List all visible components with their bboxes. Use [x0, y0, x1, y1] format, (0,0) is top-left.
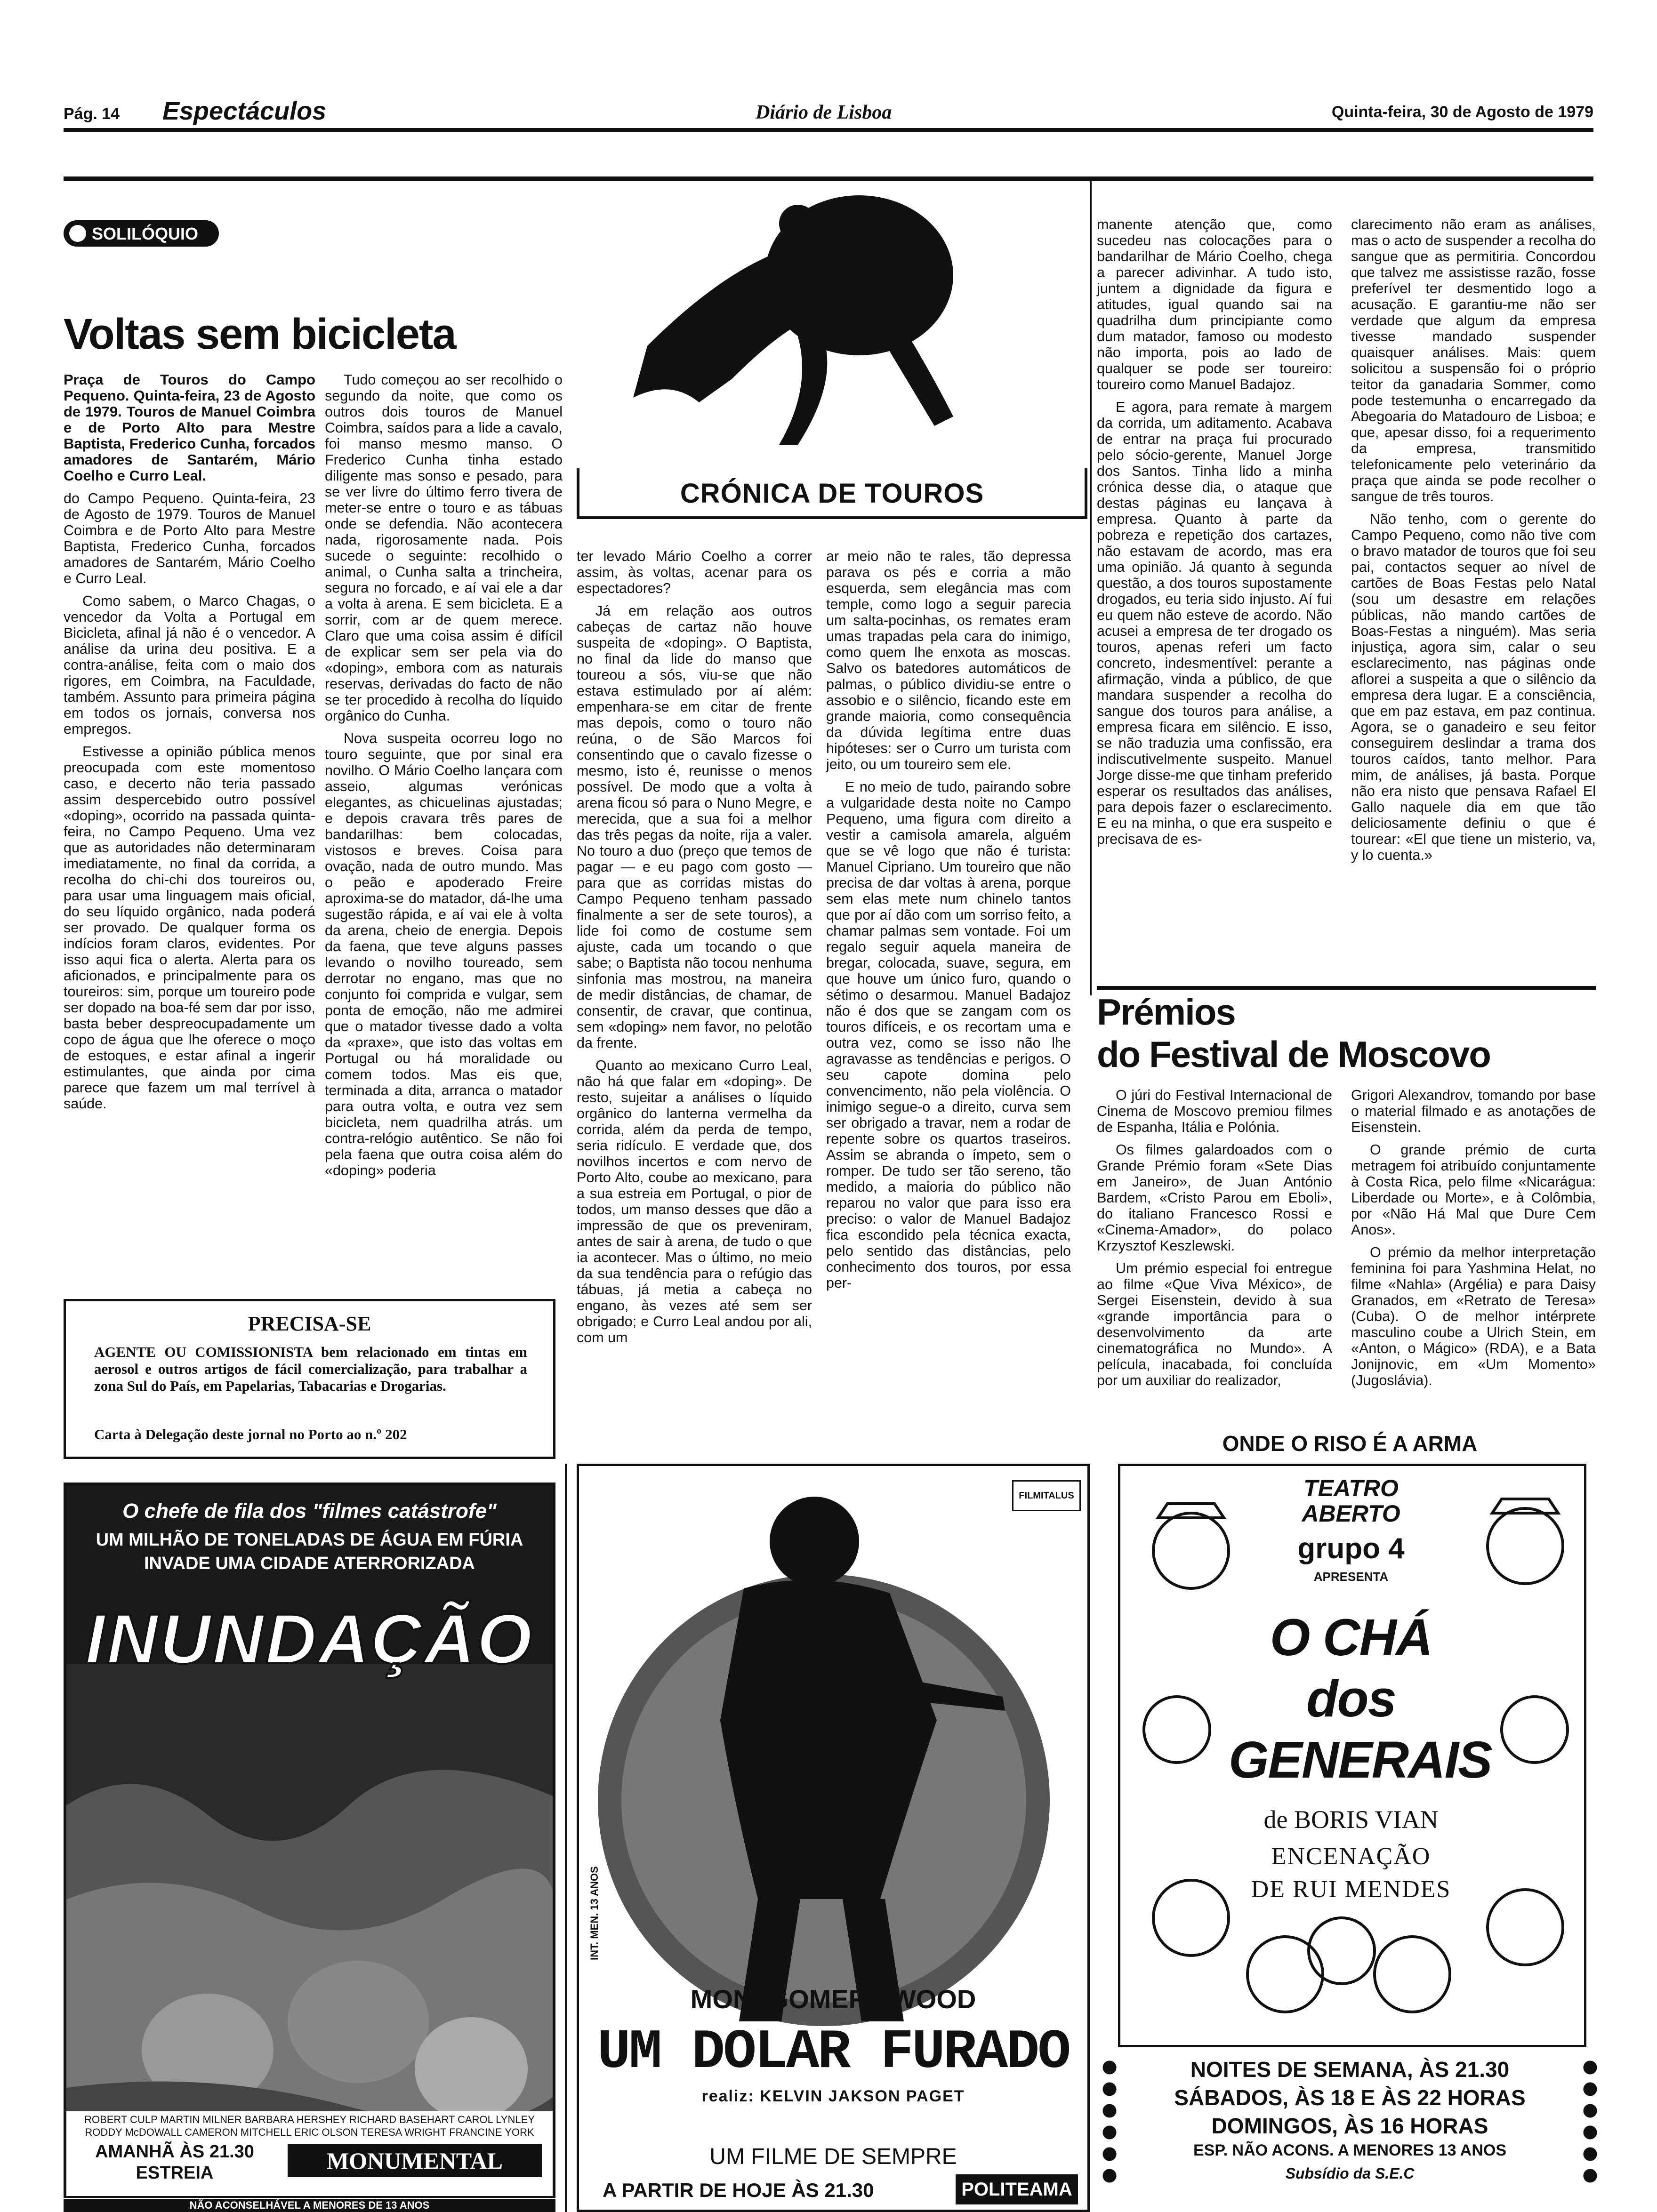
issue-date: Quinta-feira, 30 de Agosto de 1979 [1331, 103, 1593, 121]
inundacao-cast-1: ROBERT CULP MARTIN MILNER BARBARA HERSHEY RICHARD BASEHART CAROL LYNLEY [84, 2114, 535, 2125]
classified-contact: Carta à Delegação deste jornal no Porto ao n.º 202 [94, 1426, 407, 1443]
inundacao-line2: UM MILHÃO DE TONELADAS DE ÁGUA EM FÚRIA [96, 1530, 523, 1550]
teatro-director: DE RUI MENDES [1251, 1876, 1451, 1903]
inundacao-premiere-time: AMANHÃ ÀS 21.30 [95, 2142, 254, 2162]
flood-illustration-icon [66, 1664, 553, 2172]
paragraph: Já em relação aos outros cabeças de cartaz não houve suspeita de «doping». O Baptista, no final da lide do manso que toureou a sós, viu-se que não estava estimulado por aí além: empenhara-se em citar de frente mas depois, como o touro não reúna, o de São Marcos foi consentindo que o cavalo fizesse o mesmo, isto é, reunisse o menos possível. De modo que a volta à arena ficou só para o Nuno Megre, e merecida, que a sua foi a melhor das três pegas da noite, rija a valer. No touro a duo (preço que temos de pagar — e eu pago com gosto — para que as corridas mistas do Campo Pequeno tenham passado finalmente a ser de sete touros), a lide foi como de costume sem ajuste, cada um tocando o que sabe; o Baptista não tocou nenhuma sinfonia mas mostrou, na maneira de medir distâncias, de chamar, de consentir, de cravar, que continua, sem «doping» nem favor, no pelotão da frente. [577, 603, 812, 1051]
paragraph: Grigori Alexandrov, tomando por base o material filmado e as anotações de Eisenstein. [1351, 1087, 1596, 1135]
teatro-presents: APRESENTA [1313, 1570, 1389, 1584]
paragraph: O júri do Festival Internacional de Cinema de Moscovo premiou filmes de Espanha, Itália e Polónia. [1097, 1087, 1332, 1135]
decorative-dots-right [1582, 2057, 1598, 2188]
dolar-title: UM DOLAR FURADO [597, 2021, 1070, 2084]
premios-title-2: do Festival de Moscovo [1097, 1034, 1490, 1075]
dolar-slogan: UM FILME DE SEMPRE [709, 2144, 957, 2169]
teatro-schedule-1: NOITES DE SEMANA, ÀS 21.30 [1190, 2057, 1510, 2082]
ad-inundacao [64, 1483, 555, 2198]
cronica-label: CRÓNICA DE TOUROS [680, 478, 984, 509]
article-title: Voltas sem bicicleta [64, 310, 456, 358]
bullfight-photo [577, 181, 1087, 520]
inundacao-tagline: O chefe de fila dos "filmes catástrofe" [122, 1499, 497, 1523]
page-number: Pág. 14 [64, 105, 120, 123]
teatro-staging: ENCENAÇÃO [1271, 1843, 1431, 1870]
paragraph: Um prémio especial foi entregue ao filme «Que Viva México», de Sergei Eisenstein, devido à sua «grande importância para o desenvolvimento da arte cinematográfica no Mundo». A película, inacabada, foi concluída por um auxiliar do realizador, [1097, 1260, 1332, 1388]
article-column-3 [577, 548, 812, 1346]
dolar-rating: INT. MEN. 13 ANOS [588, 1866, 600, 1960]
teatro-subsidy: Subsídio da S.E.C [1285, 2165, 1415, 2182]
section-name: Espectáculos [162, 97, 327, 125]
paragraph: Não tenho, com o gerente do Campo Pequeno, como não tive com o bravo matador de touros que foi seu pai, contactos sequer ao nível de cartões de Boas Festas pelo Natal (sou um desastre em relações públicas, não mando cartões de Boas-Festas a ninguém). Mas seria injustiça, agora sim, calar o seu esclarecimento, nas páginas onde aflorei a suspeita a que o silêncio da empresa dera lugar. E a consciência, que em paz estava, em paz continua. Agora, se o ganadeiro e seu feitor conseguirem deslindar a trama dos touros caídos, tanto melhor. Para mim, de análises, já basta. Porque não era nisto que pensava Rafael El Gallo naquele dia em que tão deliciosamente definiu o que é tourear: «El que tiene un misterio, va, y lo cuenta.» [1351, 511, 1596, 863]
premios-title-1: Prémios [1097, 991, 1235, 1033]
article-lead: Praça de Touros do Campo Pequeno. Quinta-feira, 23 de Agosto de 1979. Touros de Manuel Coimbra e de Porto Alto para Mestre Baptista, Frederico Cunha, forcados amadores de Santarém, Mário Coelho e Curro Leal. [64, 371, 315, 484]
paragraph: Quanto ao mexicano Curro Leal, não há que falar em «doping». De resto, sujeitar a análises o líquido orgânico do lanterna vermelha da corrida, além da perda de tempo, seria ridículo. E verdade que, dos novilhos incertos e com nervo de Porto Alto, coube ao mexicano, para a sua estreia em Portugal, o pior de todos, um manso desses que dão a impressão de que os preveniram, antes de sair à arena, de tudo o que ia acontecer. Mas o último, no meio da sua tendência para o refúgio das tábuas, já metia a cabeça no engano, às vezes até sem ser obrigado; e Curro Leal andou por ali, com um [577, 1058, 812, 1346]
tag-dot-icon [69, 225, 86, 242]
inundacao-cinema: MONUMENTAL [288, 2144, 542, 2177]
article-column-1 [64, 372, 315, 1290]
tag-label: SOLILÓQUIO [92, 224, 199, 243]
premios-column-1 [1097, 1087, 1332, 1426]
inundacao-cast-2: RODDY McDOWALL CAMERON MITCHELL ERIC OLSON TERESA WRIGHT FRANCINE YORK [85, 2126, 534, 2138]
classified-title: PRECISA-SE [248, 1312, 371, 1335]
dolar-actor: MONTGOMERY WOOD [690, 1984, 976, 2014]
inundacao-title: INUNDAÇÃO [85, 1599, 534, 1678]
teatro-group: grupo 4 [1297, 1532, 1405, 1565]
article-column-4 [826, 548, 1071, 1291]
ad-um-dolar-furado [577, 1464, 1090, 2212]
top-rule [64, 176, 1593, 181]
paragraph: manente atenção que, como sucedeu nas colocações para o bandarilhar de Mário Coelho, chega a parecer adivinhar. A tudo isto, juntem a dignidade da figura e atitudes, igual quando sai na quadrilha dum principiante como dum matador, famoso ou modesto não importa, pois ao lado de qualquer se pode ser toureiro: toureiro como Manuel Badajoz. [1097, 216, 1332, 393]
article-column-6 [1351, 216, 1596, 984]
inundacao-line3: INVADE UMA CIDADE ATERRORIZADA [144, 1554, 475, 1573]
teatro-top-line: ONDE O RISO É A ARMA [1222, 1431, 1478, 1456]
column-tag [64, 220, 219, 247]
teatro-title: O CHÁ dos GENERAIS [1229, 1609, 1492, 1789]
classified-body: AGENTE OU COMISSIONISTA bem relacionado em tintas em aerosol e outros artigos de fácil comercialização, para trabalhar a zona Sul do País, em Papelarias, Tabacarias e Drogarias. [94, 1344, 527, 1394]
paragraph: O grande prémio de curta metragem foi atribuído conjuntamente à Costa Rica, pelo filme «Nicarágua: Liberdade ou Morte», e à Colômbia, por «Não Há Mal que Dure Cem Anos». [1351, 1142, 1596, 1238]
paragraph: E no meio de tudo, pairando sobre a vulgaridade desta noite no Campo Pequeno, uma figura com direito a vestir a camisola amarela, alguém que se vê logo que não é turista: Manuel Cipriano. Um toureiro que não precisa de dar voltas à arena, porque sem elas mete num chinelo tantos que por aí dão com um sorriso feito, a chamar palmas sem vontade. Foi um regalo seguir aquela maneira de bregar, colocada, suave, segura, em que houve um único furo, quando o sétimo o desarmou. Manuel Badajoz não é dos que se zangam com os touros difíceis, e os recortam uma e outra vez, como se isso não lhe agravasse as tendências e perigos. O seu capote domina pelo convencimento, não pela violência. O inimigo segue-o a direito, curva sem ser obrigado a travar, nem a rodar de repente sobre os quartos traseiros. Assim se abranda o ímpeto, sem o romper. De tudo ser tão sereno, tão medido, a maioria do público não reparou no valor que para isso era preciso: o valor de Manuel Badajoz fica escondido pela técnica exacta, pelo sentido das distâncias, pelo conhecimento dos touros, por essa per- [826, 779, 1071, 1291]
ads-divider-left [565, 1464, 567, 2212]
paragraph: ar meio não te rales, tão depressa parava os pés e corria a mão esquerda, sem elegância mas com temple, como logo a seguir parecia um salta-pocinhas, os remates eram umas trapadas pela cara do inimigo, como quem lhe enxota as moscas. Salvo os batedores automáticos de palmas, o público dividiu-se entre o assobio e o silêncio, ficando este em grande maioria, como consequência da dúvida legítima entre duas hipóteses: ser o Curro um turista com jeito, ou um toureiro sem ele. [826, 548, 1071, 772]
dolar-director: realiz: KELVIN JAKSON PAGET [701, 2087, 965, 2105]
article-column-5 [1097, 216, 1332, 984]
article-lead-plain: do Campo Pequeno. Quinta-feira, 23 de Agosto de 1979. Touros de Manuel Coimbra e de Porto Alto para Mestre Baptista, Frederico Cunha, forcados amadores de Santarém, Mário Coelho e Curro Leal. [64, 490, 315, 586]
teatro-author: de BORIS VIAN [1263, 1805, 1439, 1834]
column-divider [1090, 181, 1092, 995]
classified-ad [64, 1299, 555, 1459]
teatro-name: TEATRO ABERTO [1302, 1475, 1400, 1527]
premios-column-2 [1351, 1087, 1596, 1426]
paragraph: Tudo começou ao ser recolhido o segundo da noite, que como os outros dois touros de Manuel Coimbra, saídos para a lide a cavalo, foi manso mesmo manso. O Frederico Cunha tinha estado diligente mas sonso e pesado, para se ver livre do último ferro tivera de meter-se entre o touro e as tábuas onde se defendia. Não acontecera nada, rigorosamente nada. Pois sucede o seguinte: recolhido o animal, o Cunha salta a trincheira, segura no forcado, e aí vai ele a dar a volta à arena. E sem bicicleta. E a sorrir, com ar de quem merece. Claro que uma coisa assim é difícil de explicar sem ser pela via do «doping», embora com as naturais reservas, derivadas do facto de não se ter procedido à recolha do líquido orgânico do Cunha. [325, 372, 563, 724]
paragraph: Nova suspeita ocorreu logo no touro seguinte, que por sinal era novilho. O Mário Coelho lançara com asseio, algumas verónicas elegantes, as chicuelinas ajustadas; e depois cravara três pares de bandarilhas: bem colocadas, vistosos e breves. Coisa para ovação, nada de outro mundo. Mas o peão e apoderado Freire aproximа-se do matador, dá-lhe uma sugestão rápida, e aí vai ele à volta da arena, cheio de energia. Depois da faena, que teve alguns passes levando o novilho toureado, sem derrotar no engano, mas que no conjunto foi comprida e vulgar, sem ponta de emoção, não me admirei que o matador tivesse dado a volta da «praxe», que isto das voltas em Portugal ou há moralidade ou comem todos. Mas eis que, terminada a dita, arranca o matador para outra volta, e outra vez sem bicicleta, nem quadrilha atrás. um contra-relógio autêntico. Se não foi pela faena que outra coisa além do «doping» poderia [325, 730, 563, 1178]
teatro-inner-frame [1118, 1464, 1586, 2047]
paragraph: ter levado Mário Coelho a correr assim, às voltas, acenar para os espectadores? [577, 548, 812, 596]
header-rule [64, 128, 1593, 132]
newspaper-name: Diário de Lisboa [756, 102, 892, 123]
page-header [64, 96, 1593, 125]
paragraph: E agora, para remate à margem da corrida, um aditamento. Acabava de entrar na praça fui procurado pelo sócio-gerente, Manuel Jorge dos Santos. Tinha lido a minha crónica desse dia, o ataque que destas páginas eu lançava à empresa. Quanto à parte da pobreza e repetição dos cartazes, não estavam de acordo, mas era uma opinião. Já quanto à segunda questão, a dos touros supostamente drogados, eu teria sido injusto. Aí fui eu quem não esteve de acordo. Não acusei a empresa de ter drogado os touros, apenas referi um facto concreto, indesmentível: perante a afirmação, vinda a público, de que mandara suspender a recolha do sangue dos touros para análise, a empresa ficara em silêncio. E isso, se não traduzia uma confissão, era indiscutivelmente suspeito. Manuel Jorge disse-me que tinham preferido esperar os resultados das análises, para depois fazer o esclarecimento. E eu na minha, o que era suspeito e precisava de es- [1097, 399, 1332, 847]
paragraph: Como sabem, o Marco Chagas, o vencedor da Volta a Portugal em Bicicleta, afinal já não é o vencedor. A análise da urina deu positiva. E a contra-análise, feita com o maio dos rigores, em Coimbra, na Faculdade, também. Assunto para primeira página em todos os jornais, conversa nos empregos. [64, 593, 315, 737]
article-column-2 [325, 372, 563, 1290]
paragraph: clarecimento não eram as análises, mas o acto de suspender a recolha do sangue que as permitiria. Concordou que talvez me assistisse razão, fosse preferível ter desmentido logo a acusação. E garantiu-me não ser verdade que algum da empresa tivesse mandado suspender quaisquer análises. Mais: quem solicitou a suspensão foi o próprio teitor da ganadaria Sommer, como pode testemunha o encarregado da Abegoaria do Matadouro de Lisboa; e que, apesar disso, foi a requerimento da empresa, transmitido telefonicamente pelo veterinário da praça que ainda se pode recolher o sangue de três touros. [1351, 216, 1596, 505]
teatro-schedule-3: DOMINGOS, ÀS 16 HORAS [1211, 2114, 1488, 2138]
paragraph: O prémio da melhor interpretação feminina foi para Yashmina Helat, no filme «Nahla» (Argélia) e para Daisy Granados, em «Retrato de Teresa» (Cuba). O de melhor intérprete masculino coube a Ulrich Stein, em «Anton, o Mágico» (RDA), e a Bata Jonijnovic, em «Um Momento» (Jugoslávia). [1351, 1244, 1596, 1388]
paragraph: Os filmes galardoados com o Grande Prémio foram «Sete Dias em Janeiro», de Juan António Bardem, «Cristo Parou em Eboli», do italiano Francesco Rossi e «Cinema-Amador», do polaco Krzysztof Keszlewski. [1097, 1142, 1332, 1254]
dolar-showtime: A PARTIR DE HOJE ÀS 21.30 [603, 2179, 874, 2201]
paragraph: Estivesse a opinião pública menos preocupada com este momentoso caso, e decerto não teria passado assim despercebido outro possível «doping», ocorrido na passada quinta-feira, no Campo Pequeno. Uma vez que as autoridades não determinaram imediatamente, no final da corrida, a recolha do chi-chi dos toureiros ou, para usar uma linguagem mais oficial, do seu líquido orgânico, nada poderá ser provado. De qualquer forma os indícios foram claros, evidentes. Por isso aqui fica o alerta. Alerta para os aficionados, e principalmente para os toureiros: sim, porque um toureiro pode ser dopado na boa-fé sem dar por isso, basta beber despreocupadamente um copo de água que lhe oferece o moço de estoques, e estar afinal a ingerir estimulantes, que ainda por cima parece que fazem um mal terrível à saúde. [64, 744, 315, 1112]
premios-top-rule [1097, 986, 1596, 990]
teatro-schedule-2: SÁBADOS, ÀS 18 E ÀS 22 HORAS [1174, 2085, 1526, 2110]
inundacao-rating: NÃO ACONSELHÁVEL A MENORES DE 13 ANOS [64, 2199, 555, 2212]
coin-gunman-illustration-icon [579, 1475, 1087, 2021]
teatro-schedule-4: ESP. NÃO ACONS. A MENORES 13 ANOS [1193, 2141, 1507, 2159]
dolar-cinema: POLITEAMA [956, 2174, 1078, 2204]
decorative-dots-left [1102, 2057, 1118, 2188]
dolar-distributor: FILMITALUS [1012, 1480, 1081, 1511]
inundacao-premiere: ESTREIA [136, 2163, 214, 2183]
ad-teatro-aberto [1102, 1431, 1598, 2193]
